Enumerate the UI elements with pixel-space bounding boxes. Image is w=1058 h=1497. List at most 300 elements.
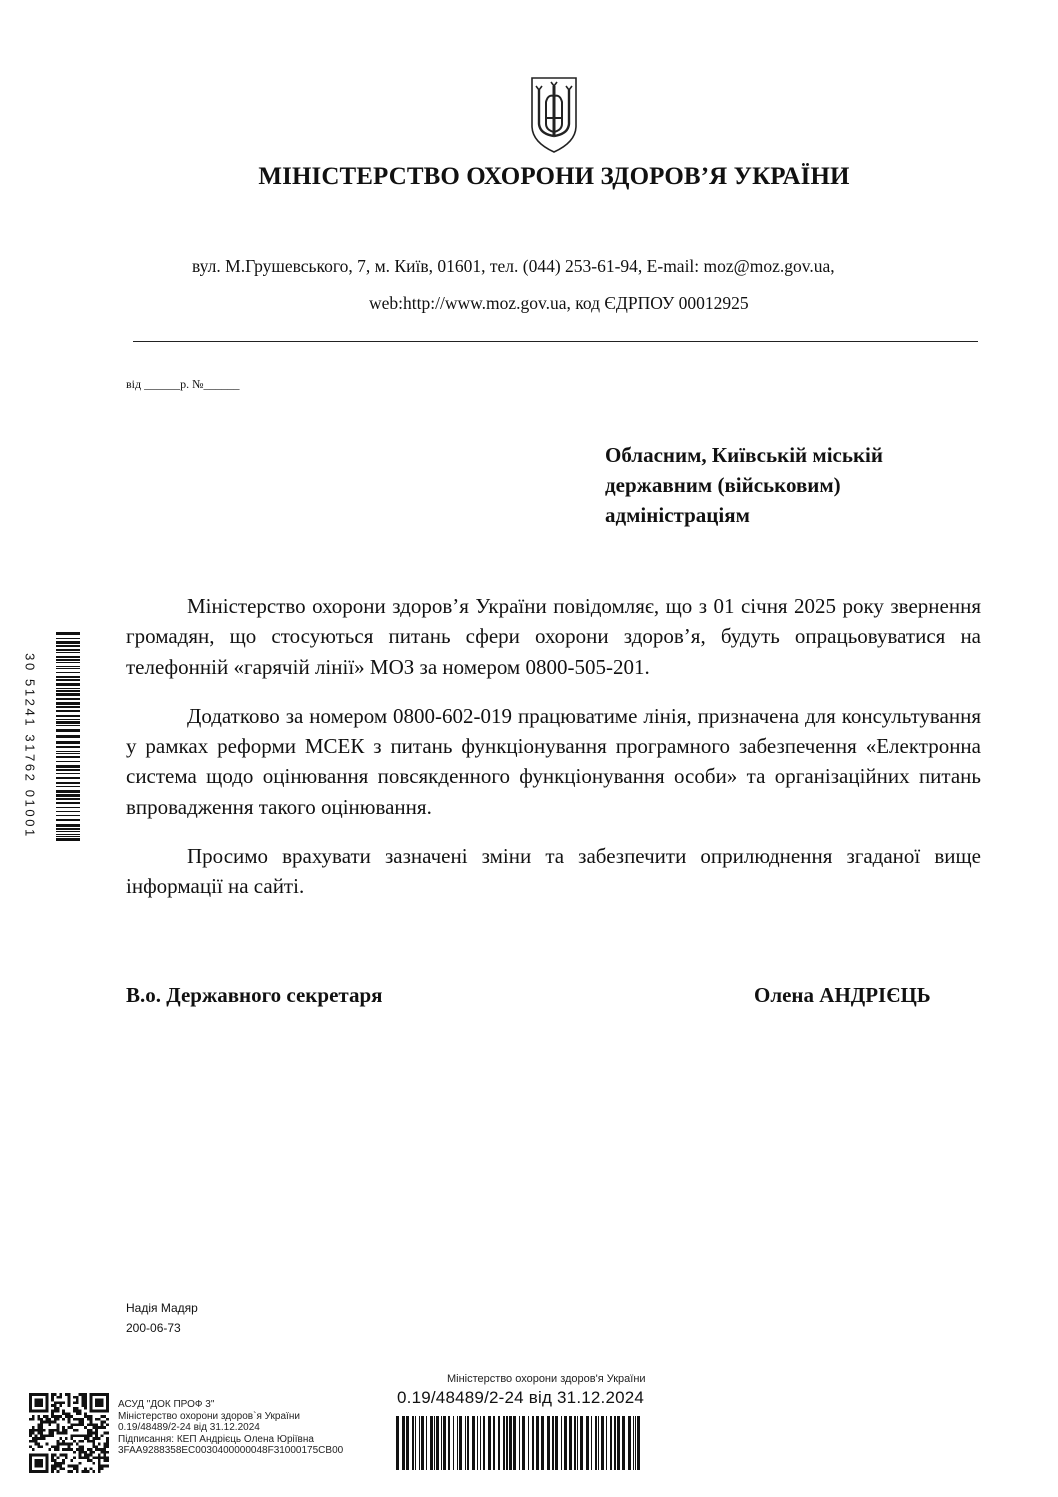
qr-module [68,1399,71,1402]
qr-module [62,1429,65,1432]
barcode-bar [591,1416,592,1470]
qr-module [70,1437,73,1440]
qr-module [90,1418,93,1421]
qr-module [79,1451,82,1454]
qr-module [90,1432,93,1435]
barcode-bar [56,828,80,830]
registry-signed-by: Підписання: КЕП Андрієць Олена Юріївна [118,1433,314,1445]
qr-module [65,1429,68,1432]
barcode-bar [467,1416,469,1470]
qr-module [68,1404,71,1407]
qr-module [59,1393,62,1396]
qr-module [68,1415,71,1418]
qr-module [73,1434,76,1437]
qr-module [92,1443,95,1446]
qr-module [46,1434,49,1437]
barcode-bar [415,1416,416,1470]
qr-module [98,1470,101,1473]
barcode-bar [483,1416,485,1470]
barcode-bar [617,1416,620,1470]
qr-module [51,1456,54,1459]
qr-module [90,1421,93,1424]
qr-module [84,1396,87,1399]
barcode-bar [448,1416,450,1470]
qr-module [62,1410,65,1413]
barcode-bar [430,1416,433,1470]
barcode-bar [56,831,80,832]
barcode-bar [56,698,80,700]
qr-module [87,1437,90,1440]
qr-module [62,1412,65,1415]
qr-module [106,1432,109,1435]
qr-module [57,1448,60,1451]
qr-module [40,1429,43,1432]
qr-module [76,1407,79,1410]
barcode-bar [574,1416,576,1470]
barcode-bar [419,1416,420,1470]
registry-block [118,1399,343,1457]
barcode-bar [56,802,80,804]
qr-module [73,1465,76,1468]
qr-module [90,1451,93,1454]
qr-module [54,1462,57,1465]
qr-module [54,1404,57,1407]
qr-module [98,1459,101,1462]
barcode-bar [493,1416,495,1470]
qr-module [98,1454,101,1457]
barcode-bar [56,721,80,724]
qr-module [76,1465,79,1468]
qr-module [73,1407,76,1410]
qr-module [90,1440,93,1443]
barcode-bar [56,668,80,669]
qr-module [70,1415,73,1418]
qr-module [57,1407,60,1410]
barcode-bar [472,1416,475,1470]
qr-module [48,1432,51,1435]
barcode-bar [56,652,80,653]
qr-module [98,1418,101,1421]
qr-module [54,1415,57,1418]
barcode-bar [601,1416,604,1470]
qr-module [79,1412,82,1415]
qr-module [59,1401,62,1404]
barcode-bar [541,1416,544,1470]
qr-module [65,1443,68,1446]
barcode-bar [56,769,80,771]
barcode-bar [595,1416,597,1470]
qr-module [62,1432,65,1435]
qr-module [32,1418,35,1421]
qr-module [57,1410,60,1413]
barcode-bar [56,666,80,667]
qr-module [92,1440,95,1443]
qr-module [79,1410,82,1413]
barcode-bar [56,811,80,812]
qr-module [73,1401,76,1404]
qr-module [70,1434,73,1437]
qr-module [51,1470,54,1473]
qr-module [106,1418,109,1421]
qr-module [59,1443,62,1446]
qr-module [106,1423,109,1426]
qr-module [65,1448,68,1451]
qr-module [81,1456,84,1459]
qr-module [81,1421,84,1424]
qr-module [29,1432,32,1435]
barcode-bar [56,690,80,692]
qr-module [79,1448,82,1451]
barcode-bar [56,836,80,837]
barcode-bar [453,1416,454,1470]
ministry-address: вул. М.Грушевського, 7, м. Київ, 01601, тел. (044) 253-61-94, E-mail: moz@moz.gov.ua, [192,256,835,276]
qr-module [68,1443,71,1446]
qr-module [87,1434,90,1437]
qr-module [95,1445,98,1448]
qr-module [57,1465,60,1468]
qr-module [51,1404,54,1407]
qr-module [57,1432,60,1435]
barcode-bar [522,1416,525,1470]
qr-module [48,1448,51,1451]
qr-module [70,1465,73,1468]
qr-module [98,1448,101,1451]
qr-module [40,1423,43,1426]
qr-module [51,1434,54,1437]
qr-module [40,1421,43,1424]
barcode-bar [614,1416,616,1470]
qr-module [84,1399,87,1402]
barcode-bar [412,1416,414,1470]
qr-module [51,1459,54,1462]
qr-module [57,1456,60,1459]
qr-module [43,1434,46,1437]
qr-module [76,1434,79,1437]
qr-module [54,1454,57,1457]
barcode-bar [477,1416,478,1470]
barcode-bar [457,1416,458,1470]
barcode-bar [56,672,80,673]
qr-module [76,1467,79,1470]
qr-module [54,1393,57,1396]
qr-module [87,1448,90,1451]
qr-module [57,1415,60,1418]
header-divider [133,341,978,342]
qr-module [51,1396,54,1399]
qr-module [48,1434,51,1437]
barcode-bar [633,1416,634,1470]
barcode-bar [536,1416,539,1470]
qr-module [68,1421,71,1424]
barcode-bar [56,725,80,726]
qr-module [32,1429,35,1432]
qr-module [29,1440,32,1443]
qr-module [62,1459,65,1462]
qr-module [84,1456,87,1459]
qr-module [54,1459,57,1462]
qr-module [65,1456,68,1459]
qr-module [81,1423,84,1426]
qr-module [81,1399,84,1402]
qr-module [92,1432,95,1435]
qr-module [54,1418,57,1421]
qr-module [32,1426,35,1429]
qr-module [57,1401,60,1404]
barcode-bar [480,1416,481,1470]
qr-module [59,1454,62,1457]
side-barcode [30,630,82,845]
barcode-bar [577,1416,578,1470]
qr-module [51,1467,54,1470]
qr-module [62,1426,65,1429]
barcode-bar [564,1416,567,1470]
qr-module [51,1429,54,1432]
barcode-bar [488,1416,491,1470]
qr-module [95,1456,98,1459]
qr-module [51,1393,54,1396]
qr-module [79,1418,82,1421]
qr-module [90,1423,93,1426]
qr-module [65,1454,68,1457]
qr-module [43,1429,46,1432]
qr-module [70,1443,73,1446]
barcode-bar [421,1416,424,1470]
qr-module [101,1448,104,1451]
qr-module [37,1432,40,1435]
qr-module [87,1454,90,1457]
barcode-bar [56,756,80,758]
barcode-bar [56,659,80,661]
qr-module [90,1467,93,1470]
stamp-registration-number: 0.19/48489/2-24 від 31.12.2024 [397,1388,645,1407]
barcode-bar [56,824,80,827]
qr-module [48,1421,51,1424]
qr-module [92,1445,95,1448]
qr-module [68,1470,71,1473]
letter-body [126,591,981,902]
qr-module [59,1437,62,1440]
barcode-bar [436,1416,439,1470]
bottom-barcode [388,1410,646,1470]
barcode-bar [56,819,80,821]
qr-module [79,1445,82,1448]
qr-module [81,1440,84,1443]
qr-module [84,1467,87,1470]
qr-module [51,1432,54,1435]
barcode-bar [56,741,80,744]
qr-module [54,1421,57,1424]
qr-module [84,1393,87,1396]
coat-of-arms-icon [526,74,582,154]
qr-module [101,1456,104,1459]
qr-module [54,1467,57,1470]
qr-module [87,1470,90,1473]
qr-module [92,1437,95,1440]
qr-module [76,1396,79,1399]
registry-organization: Міністерство охорони здоров`я України [118,1410,300,1422]
qr-module [81,1396,84,1399]
qr-module [40,1432,43,1435]
addressee-line: Обласним, Київській міській [605,443,883,467]
qr-module [90,1459,93,1462]
qr-module [57,1396,60,1399]
qr-module [87,1429,90,1432]
qr-module [76,1448,79,1451]
barcode-bar [56,773,80,774]
qr-module [98,1437,101,1440]
qr-module [90,1429,93,1432]
qr-module [95,1429,98,1432]
ministry-title: МІНІСТЕРСТВО ОХОРОНИ ЗДОРОВ’Я УКРАЇНИ [258,163,850,190]
qr-module [90,1415,93,1418]
qr-module [95,1434,98,1437]
barcode-bar [580,1416,583,1470]
barcode-bar [503,1416,505,1470]
qr-module [73,1456,76,1459]
qr-module [81,1393,84,1396]
qr-module [51,1445,54,1448]
qr-module [81,1451,84,1454]
qr-module [84,1407,87,1410]
qr-module [101,1421,104,1424]
qr-module [62,1401,65,1404]
qr-module [65,1415,68,1418]
qr-code [29,1393,109,1473]
qr-module [57,1440,60,1443]
qr-module [81,1401,84,1404]
barcode-bar [441,1416,442,1470]
qr-module [40,1437,43,1440]
qr-module [81,1448,84,1451]
qr-module [76,1399,79,1402]
qr-module [84,1434,87,1437]
qr-finder-pattern [35,1399,43,1407]
barcode-bar [509,1416,512,1470]
qr-module [65,1393,68,1396]
qr-module [65,1437,68,1440]
qr-module [98,1467,101,1470]
qr-module [101,1465,104,1468]
qr-module [101,1451,104,1454]
qr-module [106,1443,109,1446]
qr-module [95,1448,98,1451]
signatory-name: Олена АНДРІЄЦЬ [754,983,931,1007]
qr-module [84,1426,87,1429]
qr-module [98,1465,101,1468]
barcode-bar [56,790,80,793]
qr-module [101,1434,104,1437]
qr-module [32,1432,35,1435]
qr-module [37,1415,40,1418]
qr-module [40,1426,43,1429]
qr-module [103,1459,106,1462]
qr-module [101,1423,104,1426]
qr-module [48,1423,51,1426]
qr-module [29,1445,32,1448]
qr-module [40,1418,43,1421]
qr-module [92,1423,95,1426]
qr-module [87,1440,90,1443]
qr-module [103,1465,106,1468]
qr-module [92,1451,95,1454]
qr-module [62,1418,65,1421]
qr-module [46,1418,49,1421]
qr-module [57,1423,60,1426]
registry-system: АСУД "ДОК ПРОФ 3" [118,1399,215,1410]
qr-module [76,1418,79,1421]
qr-module [103,1443,106,1446]
qr-module [59,1415,62,1418]
qr-module [106,1451,109,1454]
qr-module [70,1423,73,1426]
barcode-bar [56,834,80,835]
qr-module [73,1440,76,1443]
qr-module [65,1412,68,1415]
barcode-bar [506,1416,508,1470]
qr-module [59,1467,62,1470]
qr-module [103,1451,106,1454]
qr-module [35,1443,38,1446]
qr-module [81,1418,84,1421]
qr-module [79,1421,82,1424]
barcode-bar [56,688,80,689]
qr-module [87,1415,90,1418]
qr-finder-pattern [95,1399,103,1407]
qr-module [106,1465,109,1468]
qr-module [101,1426,104,1429]
qr-module [54,1401,57,1404]
qr-module [95,1426,98,1429]
qr-module [103,1454,106,1457]
registry-number: 0.19/48489/2-24 від 31.12.2024 [118,1422,260,1434]
qr-module [62,1467,65,1470]
qr-module [62,1462,65,1465]
qr-module [51,1421,54,1424]
qr-module [103,1415,106,1418]
barcode-bar [56,656,80,658]
qr-module [76,1401,79,1404]
qr-module [62,1454,65,1457]
barcode-bar [498,1416,500,1470]
addressee-block [605,440,883,530]
qr-module [37,1423,40,1426]
barcode-bar [547,1416,550,1470]
qr-module [51,1399,54,1402]
qr-module [37,1445,40,1448]
qr-module [81,1434,84,1437]
qr-module [29,1418,32,1421]
qr-module [40,1434,43,1437]
qr-module [70,1470,73,1473]
qr-module [79,1456,82,1459]
stamp-organization: Міністерство охорони здоров'я України [447,1373,646,1385]
barcode-bar [519,1416,520,1470]
qr-module [73,1451,76,1454]
qr-module [76,1410,79,1413]
qr-module [84,1404,87,1407]
barcode-bar [56,735,80,738]
qr-module [32,1440,35,1443]
barcode-bar [56,649,80,651]
qr-module [84,1401,87,1404]
qr-module [43,1437,46,1440]
qr-module [48,1418,51,1421]
qr-module [54,1429,57,1432]
qr-module [68,1426,71,1429]
barcode-bar [56,761,80,762]
qr-module [57,1470,60,1473]
qr-module [87,1418,90,1421]
